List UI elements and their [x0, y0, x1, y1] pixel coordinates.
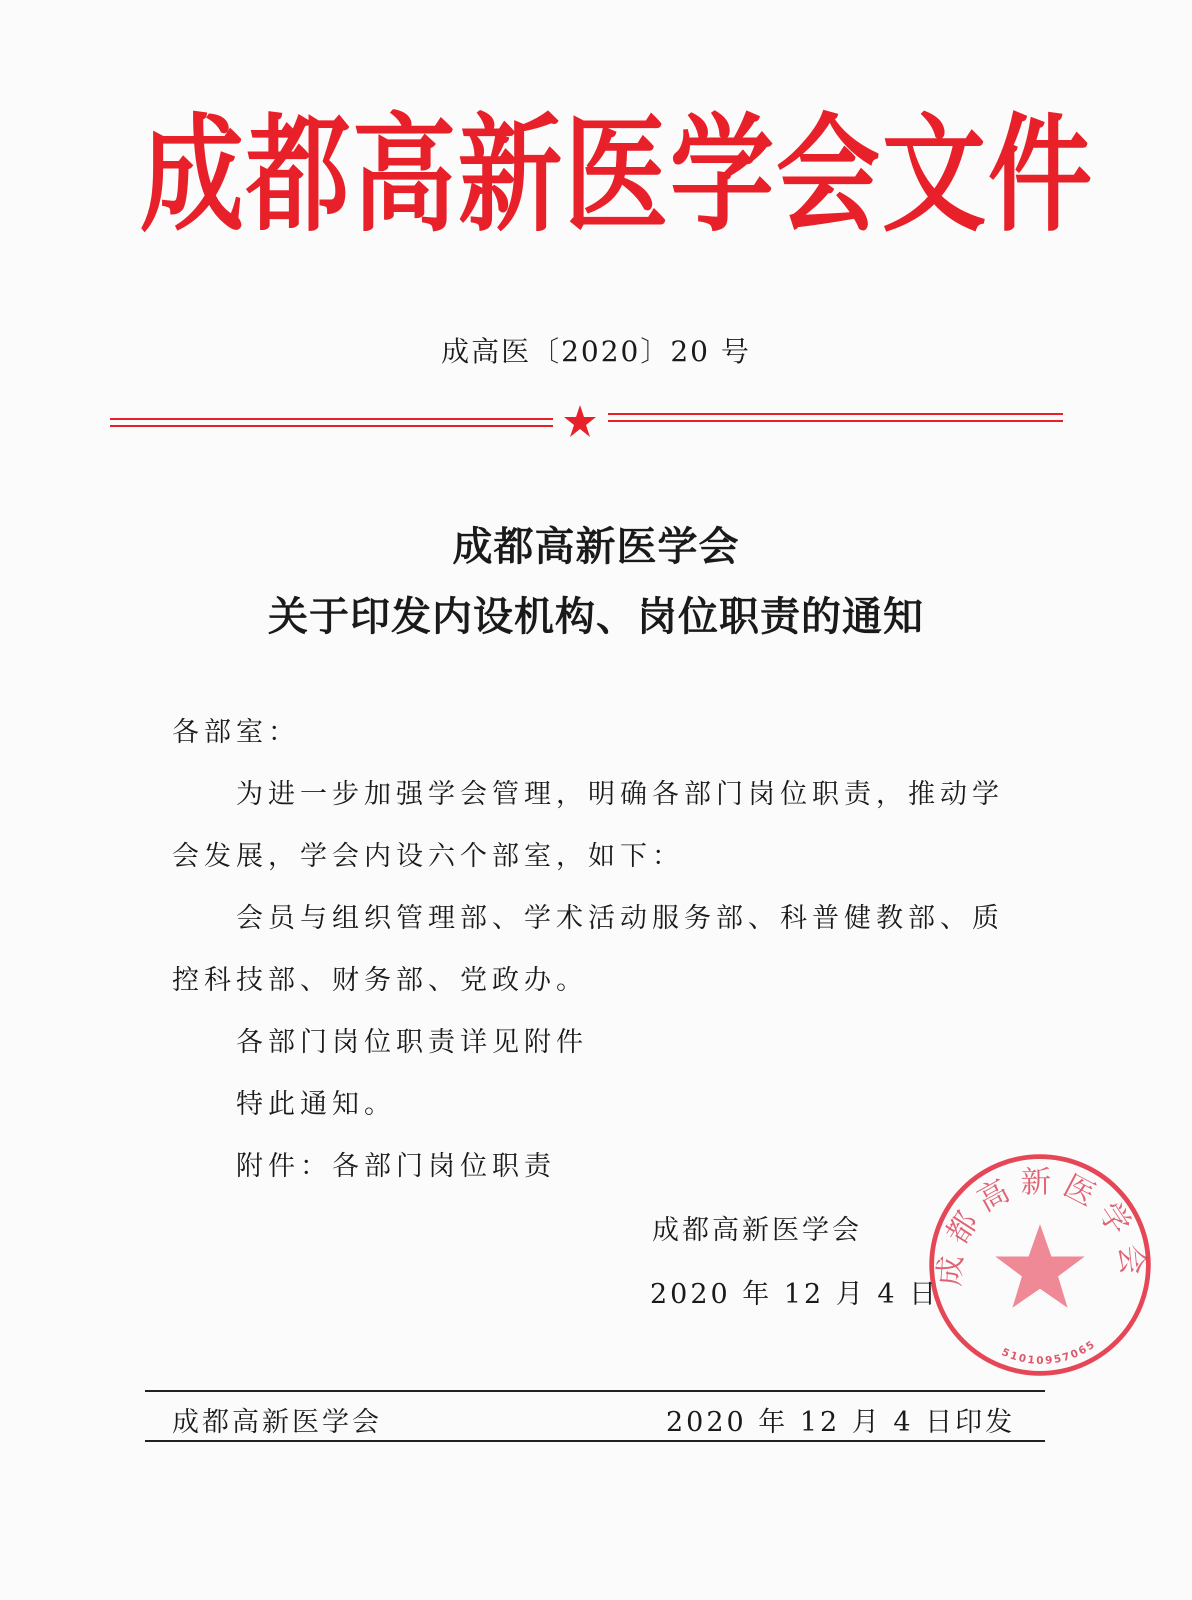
paragraph-line: 控科技部、财务部、党政办。	[172, 965, 588, 996]
paragraph-line: 为进一步加强学会管理，明确各部门岗位职责，推动学	[236, 779, 1004, 810]
star-icon	[563, 404, 597, 438]
header-rule-right	[608, 413, 1063, 415]
paragraph-line: 各部门岗位职责详见附件	[236, 1027, 588, 1058]
signature-date: 2020 年 12 月 4 日	[650, 1279, 940, 1310]
official-seal	[925, 1150, 1155, 1380]
svg-text:成都高新医学会: 成都高新医学会	[932, 1165, 1151, 1288]
paragraph-line: 会员与组织管理部、学术活动服务部、科普健教部、质	[236, 903, 1004, 934]
document-header-title: 成都高新医学会文件	[140, 99, 1095, 250]
document-number: 成高医〔2020〕20 号	[441, 335, 751, 368]
salutation: 各部室：	[172, 717, 300, 748]
header-rule-left	[110, 425, 553, 427]
footer-issue-date: 2020 年 12 月 4 日印发	[666, 1407, 1016, 1438]
svg-text:51010957065: 51010957065	[999, 1337, 1099, 1367]
footer-rule-bottom	[145, 1440, 1045, 1442]
notice-title-line2: 关于印发内设机构、岗位职责的通知	[268, 593, 924, 640]
header-rule-right	[608, 420, 1063, 422]
signature-org: 成都高新医学会	[652, 1215, 862, 1246]
paragraph-line: 会发展，学会内设六个部室，如下：	[172, 841, 684, 872]
footer-org: 成都高新医学会	[172, 1407, 382, 1438]
notice-title-line1: 成都高新医学会	[452, 523, 740, 570]
header-rule-left	[110, 418, 553, 420]
footer-rule-top	[145, 1390, 1045, 1392]
paragraph-line: 特此通知。	[236, 1089, 396, 1120]
attachment-line: 附件：各部门岗位职责	[236, 1151, 556, 1182]
